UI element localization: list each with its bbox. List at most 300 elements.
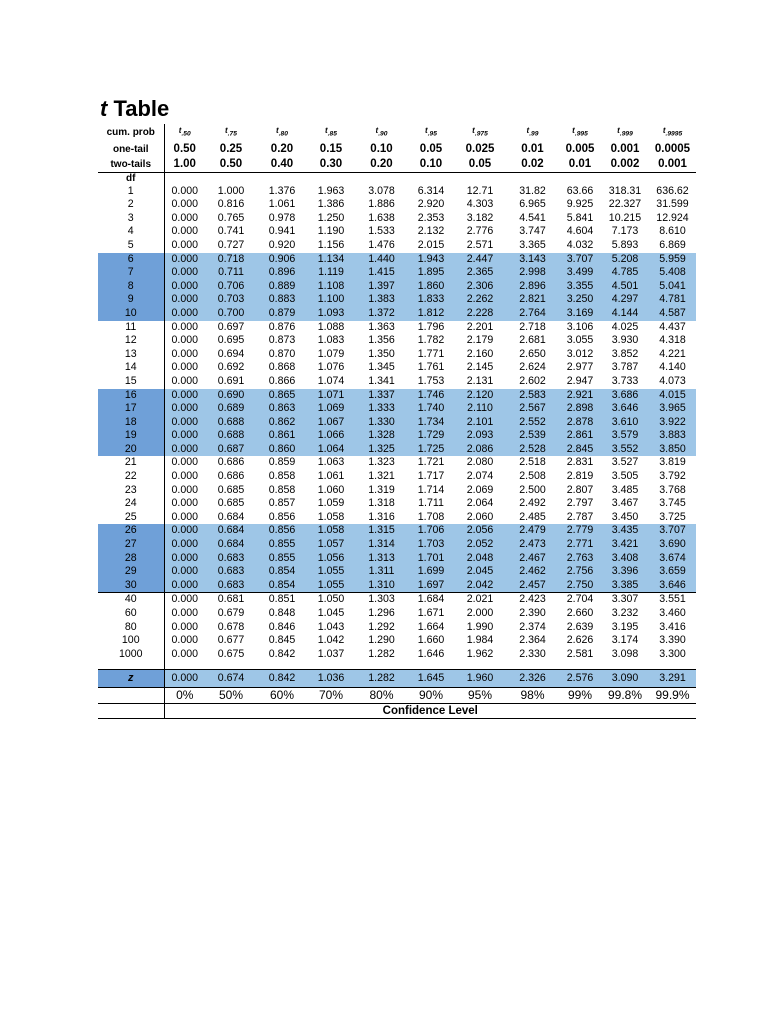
- confidence-value: 95%: [454, 688, 506, 704]
- critical-value: 0.859: [268, 456, 296, 469]
- spacer-cell: [355, 661, 408, 670]
- critical-value: 2.330: [519, 647, 546, 660]
- critical-value: 2.779: [559, 524, 601, 538]
- critical-value: 0.883: [257, 293, 307, 307]
- t-symbol: t: [325, 126, 328, 135]
- table-row: [98, 511, 696, 525]
- critical-value: 4.318: [659, 334, 686, 347]
- z-value: 2.326: [506, 670, 559, 688]
- critical-value: 0.906: [257, 253, 307, 267]
- critical-value: 0.689: [205, 402, 257, 416]
- df-value: 25: [98, 511, 164, 525]
- cum-prob-cell: [205, 124, 257, 142]
- critical-value: 2.764: [506, 307, 559, 321]
- critical-value: 2.462: [506, 565, 559, 579]
- critical-value: 1.042: [317, 634, 345, 647]
- critical-value: 1.701: [408, 552, 454, 566]
- critical-value: 1.037: [317, 647, 345, 660]
- table-row: [98, 497, 696, 511]
- critical-value: 2.423: [506, 593, 559, 607]
- t-subscript: .90: [378, 130, 388, 138]
- df-value: 30: [98, 579, 164, 593]
- critical-value: 1.708: [417, 510, 445, 523]
- critical-value: 3.078: [368, 184, 395, 197]
- critical-value: 3.505: [611, 470, 639, 483]
- critical-value: 3.686: [601, 389, 649, 403]
- critical-value: 1.415: [355, 266, 408, 280]
- critical-value: 0.000: [164, 565, 205, 579]
- critical-value: 1.083: [317, 334, 345, 347]
- critical-value: 1.328: [355, 429, 408, 443]
- critical-value: 0.000: [164, 280, 205, 294]
- critical-value: 2.819: [566, 470, 594, 483]
- confidence-value: 99%: [559, 688, 601, 704]
- critical-value: 2.977: [566, 361, 594, 374]
- critical-value: 2.390: [519, 607, 546, 619]
- table-row: [98, 239, 696, 253]
- critical-value: 1.345: [368, 361, 395, 374]
- critical-value: 2.508: [519, 470, 546, 483]
- critical-value: 3.460: [659, 607, 686, 619]
- critical-value: 1.717: [417, 470, 445, 483]
- table-row: [98, 402, 696, 416]
- two-tails-cell: 0.20: [355, 157, 408, 173]
- critical-value: 1.333: [355, 402, 408, 416]
- critical-value: 0.684: [205, 538, 257, 552]
- critical-value: 0.684: [217, 510, 245, 523]
- critical-value: 2.086: [454, 443, 506, 457]
- critical-value: 2.473: [506, 538, 559, 552]
- critical-value: 0.868: [268, 361, 296, 374]
- critical-value: 0.889: [257, 280, 307, 294]
- df-header-blank: [355, 172, 408, 185]
- critical-value: 1.796: [417, 320, 445, 333]
- df-header-blank: [601, 172, 649, 185]
- critical-value: 0.000: [164, 524, 205, 538]
- critical-value: 1.045: [317, 607, 345, 619]
- critical-value: 4.221: [659, 347, 686, 360]
- one-tail-cell: 0.15: [319, 142, 343, 155]
- critical-value: 1.706: [408, 524, 454, 538]
- critical-value: 6.965: [519, 198, 546, 211]
- critical-value: 2.821: [506, 293, 559, 307]
- critical-value: 3.922: [649, 416, 696, 430]
- df-value: 3: [98, 212, 164, 226]
- table-row: [98, 524, 696, 538]
- critical-value: 0.687: [205, 443, 257, 457]
- critical-value: 3.787: [611, 361, 639, 374]
- critical-value: 4.015: [649, 389, 696, 403]
- critical-value: 2.567: [506, 402, 559, 416]
- critical-value: 3.646: [649, 579, 696, 593]
- critical-value: 3.182: [466, 211, 494, 224]
- critical-value: 0.000: [171, 334, 198, 347]
- df-header-blank: [408, 172, 454, 185]
- critical-value: 3.527: [611, 456, 639, 469]
- critical-value: 0.000: [171, 225, 198, 238]
- critical-value: 318.31: [608, 184, 642, 197]
- critical-value: 1.356: [368, 334, 395, 347]
- df-value: 16: [98, 389, 164, 403]
- critical-value: 0.000: [171, 607, 198, 619]
- critical-value: 1.812: [408, 307, 454, 321]
- df-value: 2: [98, 198, 164, 212]
- critical-value: 1.771: [417, 347, 445, 360]
- z-row: [98, 670, 696, 688]
- critical-value: 1.711: [418, 497, 444, 510]
- critical-value: 2.583: [506, 389, 559, 403]
- spacer-cell: [307, 661, 355, 670]
- critical-value: 1.061: [268, 198, 296, 211]
- critical-value: 0.000: [171, 320, 198, 333]
- critical-value: 0.681: [205, 593, 257, 607]
- critical-value: 1.746: [408, 389, 454, 403]
- critical-value: 1.055: [307, 579, 355, 593]
- critical-value: 0.858: [268, 483, 296, 496]
- critical-value: 2.467: [506, 552, 559, 566]
- df-value: 19: [98, 429, 164, 443]
- critical-value: 1.050: [307, 593, 355, 607]
- critical-value: 3.143: [506, 253, 559, 267]
- table-row: [98, 484, 696, 498]
- critical-value: 1.963: [317, 184, 345, 197]
- critical-value: 3.408: [601, 552, 649, 566]
- critical-value: 7.173: [611, 225, 639, 238]
- critical-value: 1.311: [355, 565, 408, 579]
- critical-value: 1.292: [368, 620, 395, 633]
- critical-value: 1.533: [368, 225, 395, 238]
- critical-value: 3.610: [601, 416, 649, 430]
- spacer-cell: [506, 661, 559, 670]
- critical-value: 1.314: [355, 538, 408, 552]
- critical-value: 3.725: [659, 510, 686, 523]
- critical-value: 1.290: [368, 634, 395, 647]
- critical-value: 2.750: [559, 579, 601, 593]
- critical-value: 0.685: [217, 497, 245, 510]
- critical-value: 5.041: [649, 280, 696, 294]
- one-tail-cell: 0.001: [610, 142, 640, 155]
- critical-value: 0.000: [164, 552, 205, 566]
- table-row: [98, 253, 696, 267]
- df-header-label: df: [98, 172, 164, 185]
- confidence-value: 0%: [164, 688, 205, 704]
- critical-value: 1.660: [417, 634, 445, 647]
- t-symbol: t: [662, 126, 666, 135]
- critical-value: 0.000: [164, 402, 205, 416]
- critical-value: 2.160: [466, 347, 494, 360]
- critical-value: 1.318: [368, 497, 395, 510]
- critical-value: 2.896: [506, 280, 559, 294]
- cum-prob-cell: [506, 124, 559, 142]
- critical-value: 2.056: [454, 524, 506, 538]
- critical-value: 0.896: [257, 266, 307, 280]
- critical-value: 3.707: [649, 524, 696, 538]
- spacer-cell: [205, 661, 257, 670]
- critical-value: 1.638: [368, 211, 395, 224]
- critical-value: 1.684: [408, 593, 454, 607]
- df-header-blank: [559, 172, 601, 185]
- critical-value: 3.098: [611, 647, 639, 660]
- table-row: [98, 293, 696, 307]
- critical-value: 4.140: [659, 361, 686, 374]
- df-value: 9: [98, 293, 164, 307]
- critical-value: 0.000: [171, 347, 198, 360]
- cum-prob-cell: [355, 124, 408, 142]
- critical-value: 1.064: [307, 443, 355, 457]
- critical-value: 3.390: [659, 634, 686, 647]
- critical-value: 0.727: [217, 238, 245, 251]
- critical-value: 5.893: [611, 238, 639, 251]
- cum-prob-cell: [257, 124, 307, 142]
- critical-value: 3.467: [611, 497, 639, 510]
- critical-value: 1.057: [307, 538, 355, 552]
- table-row: [98, 416, 696, 430]
- critical-value: 3.690: [649, 538, 696, 552]
- two-tails-cell: 0.02: [506, 157, 559, 173]
- critical-value: 0.857: [268, 497, 296, 510]
- critical-value: 0.845: [268, 634, 296, 647]
- critical-value: 3.745: [659, 497, 686, 510]
- df-value: 21: [98, 456, 164, 470]
- table-row: [98, 185, 696, 199]
- critical-value: 2.074: [466, 470, 494, 483]
- t-subscript: .85: [327, 130, 337, 138]
- critical-value: 2.145: [466, 361, 494, 374]
- table-row: [98, 429, 696, 443]
- df-value: 7: [98, 266, 164, 280]
- critical-value: 3.385: [601, 579, 649, 593]
- critical-value: 0.865: [257, 389, 307, 403]
- cum-prob-label: cum. prob: [98, 124, 164, 142]
- critical-value: 1.319: [368, 483, 395, 496]
- critical-value: 3.768: [659, 483, 686, 496]
- df-value: 17: [98, 402, 164, 416]
- critical-value: 0.000: [171, 634, 198, 647]
- critical-value: 2.064: [466, 497, 494, 510]
- df-value: 1: [98, 185, 164, 199]
- critical-value: 8.610: [659, 225, 686, 238]
- df-value: 23: [98, 484, 164, 498]
- table-body: [98, 124, 696, 719]
- critical-value: 1.069: [307, 402, 355, 416]
- critical-value: 0.683: [205, 579, 257, 593]
- critical-value: 2.120: [454, 389, 506, 403]
- critical-value: 1.043: [317, 620, 345, 633]
- critical-value: 0.854: [257, 579, 307, 593]
- critical-value: 0.879: [257, 307, 307, 321]
- confidence-value: 90%: [408, 688, 454, 704]
- two-tails-cell: 0.002: [601, 157, 649, 173]
- spacer-cell: [601, 661, 649, 670]
- two-tails-row: [98, 157, 696, 173]
- critical-value: 2.878: [559, 416, 601, 430]
- critical-value: 3.883: [649, 429, 696, 443]
- critical-value: 3.930: [611, 334, 639, 347]
- t-subscript: .999: [619, 130, 633, 138]
- critical-value: 2.101: [454, 416, 506, 430]
- critical-value: 3.646: [601, 402, 649, 416]
- two-tails-cell: 0.01: [559, 157, 601, 173]
- df-value: 12: [98, 334, 164, 348]
- critical-value: 4.501: [601, 280, 649, 294]
- critical-value: 3.792: [659, 470, 686, 483]
- df-value: 27: [98, 538, 164, 552]
- critical-value: 3.707: [559, 253, 601, 267]
- critical-value: 1.056: [307, 552, 355, 566]
- critical-value: 2.179: [466, 334, 494, 347]
- critical-value: 3.819: [659, 456, 686, 469]
- z-value: 1.282: [355, 670, 408, 688]
- z-value: 1.960: [454, 670, 506, 688]
- z-value: 3.291: [649, 670, 696, 688]
- confidence-value: 99.9%: [649, 688, 696, 704]
- critical-value: 0.000: [171, 470, 198, 483]
- confidence-value: 50%: [205, 688, 257, 704]
- critical-value: 5.959: [649, 253, 696, 267]
- critical-value: 4.032: [566, 238, 594, 251]
- critical-value: 2.807: [566, 483, 594, 496]
- critical-value: 1.063: [317, 456, 345, 469]
- one-tail-cell: 0.005: [565, 142, 595, 155]
- critical-value: 0.000: [164, 593, 205, 607]
- cum-prob-row: [98, 124, 696, 142]
- df-value: 4: [98, 225, 164, 239]
- confidence-label-row: [98, 704, 696, 719]
- confidence-row: [98, 688, 696, 704]
- cum-prob-cell: [164, 124, 205, 142]
- table-row: [98, 361, 696, 375]
- df-value: 40: [98, 593, 164, 607]
- critical-value: 2.365: [454, 266, 506, 280]
- table-row: [98, 456, 696, 470]
- one-tail-cell: 0.025: [465, 142, 495, 155]
- critical-value: 0.000: [164, 416, 205, 430]
- critical-value: 2.447: [454, 253, 506, 267]
- critical-value: 0.000: [171, 238, 198, 251]
- t-subscript: .995: [574, 130, 588, 138]
- spacer-cell: [408, 661, 454, 670]
- critical-value: 1.895: [408, 266, 454, 280]
- critical-value: 0.000: [164, 429, 205, 443]
- critical-value: 0.000: [164, 253, 205, 267]
- two-tails-cell: 0.10: [408, 157, 454, 173]
- confidence-label-blank: [98, 704, 164, 719]
- critical-value: 2.602: [519, 374, 546, 387]
- critical-value: 0.685: [217, 483, 245, 496]
- df-value: 60: [98, 607, 164, 621]
- critical-value: 2.704: [559, 593, 601, 607]
- critical-value: 0.688: [205, 429, 257, 443]
- critical-value: 1.782: [417, 334, 445, 347]
- critical-value: 2.861: [559, 429, 601, 443]
- critical-value: 5.841: [566, 211, 594, 224]
- z-value: 2.576: [559, 670, 601, 688]
- critical-value: 3.416: [659, 620, 686, 633]
- critical-value: 3.232: [611, 607, 639, 619]
- critical-value: 1.190: [317, 225, 345, 238]
- df-value: 8: [98, 280, 164, 294]
- title-rest: Table: [107, 96, 170, 121]
- critical-value: 0.873: [268, 334, 296, 347]
- t-subscript: .95: [427, 130, 437, 138]
- table-row: [98, 212, 696, 226]
- critical-value: 2.947: [566, 374, 594, 387]
- table-row: [98, 348, 696, 362]
- title-t: t: [100, 96, 108, 121]
- spacer-cell: [257, 661, 307, 670]
- critical-value: 2.353: [417, 211, 445, 224]
- critical-value: 1.721: [417, 456, 445, 469]
- critical-value: 1.330: [355, 416, 408, 430]
- critical-value: 1.729: [408, 429, 454, 443]
- critical-value: 2.479: [506, 524, 559, 538]
- spacer-row: [98, 661, 696, 670]
- t-subscript: .9995: [665, 130, 683, 138]
- table-row: [98, 280, 696, 294]
- critical-value: 1.833: [408, 293, 454, 307]
- t-symbol: t: [276, 126, 279, 135]
- critical-value: 1.740: [408, 402, 454, 416]
- critical-value: 22.327: [608, 198, 642, 211]
- critical-value: 1.440: [355, 253, 408, 267]
- df-header-blank: [307, 172, 355, 185]
- critical-value: 4.297: [601, 293, 649, 307]
- critical-value: 0.765: [217, 211, 245, 224]
- critical-value: 3.435: [601, 524, 649, 538]
- critical-value: 2.552: [506, 416, 559, 430]
- critical-value: 1.093: [307, 307, 355, 321]
- critical-value: 1.108: [307, 280, 355, 294]
- critical-value: 1.296: [368, 607, 395, 619]
- critical-value: 2.921: [559, 389, 601, 403]
- z-value: 3.090: [601, 670, 649, 688]
- critical-value: 0.000: [164, 307, 205, 321]
- two-tails-cell: 1.00: [164, 157, 205, 173]
- table-row: [98, 538, 696, 552]
- critical-value: 1.476: [368, 238, 395, 251]
- critical-value: 10.215: [608, 211, 642, 224]
- critical-value: 0.683: [205, 565, 257, 579]
- critical-value: 1.699: [408, 565, 454, 579]
- critical-value: 0.842: [268, 647, 296, 660]
- critical-value: 2.131: [466, 374, 494, 387]
- t-symbol: t: [375, 126, 379, 135]
- critical-value: 0.695: [217, 334, 245, 347]
- critical-value: 1.134: [307, 253, 355, 267]
- critical-value: 0.691: [217, 374, 245, 387]
- critical-value: 1.321: [368, 470, 395, 483]
- critical-value: 0.816: [217, 198, 245, 211]
- critical-value: 2.374: [519, 620, 546, 633]
- critical-value: 0.000: [171, 374, 198, 387]
- critical-value: 2.624: [519, 361, 546, 374]
- critical-value: 1.725: [408, 443, 454, 457]
- df-value: 80: [98, 621, 164, 635]
- critical-value: 4.781: [649, 293, 696, 307]
- two-tails-cell: 0.40: [257, 157, 307, 173]
- critical-value: 1.372: [355, 307, 408, 321]
- critical-value: 1.067: [307, 416, 355, 430]
- table-row: [98, 552, 696, 566]
- critical-value: 0.855: [257, 538, 307, 552]
- critical-value: 1.962: [466, 647, 494, 660]
- df-header-blank: [205, 172, 257, 185]
- spacer-cell: [559, 661, 601, 670]
- critical-value: 1.313: [355, 552, 408, 566]
- two-tails-cell: 0.001: [649, 157, 696, 173]
- critical-value: 2.539: [506, 429, 559, 443]
- table-row: [98, 634, 696, 648]
